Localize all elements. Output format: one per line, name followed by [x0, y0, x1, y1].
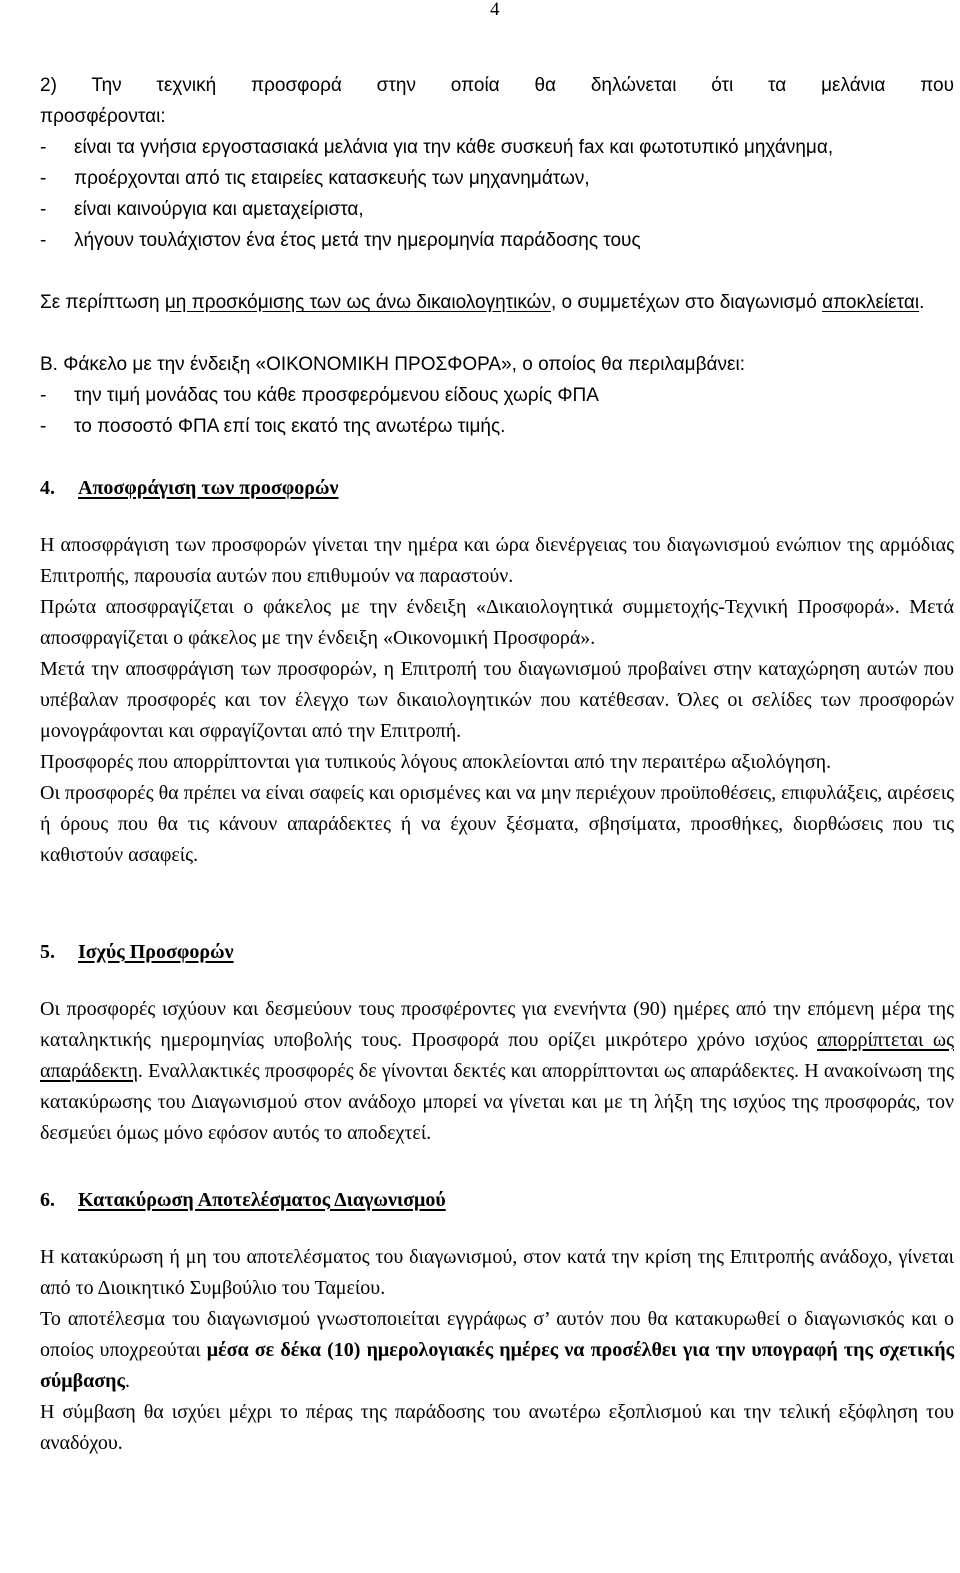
- paragraph-text: Οι προσφορές ισχύουν και δεσμεύουν τους προσφέροντες για ενενήντα (90) ημέρες από την επόμενη μέρα της καταληκτικής ημερομηνίας υποβολής τους. Προσφορά που ορίζει μικρότερο χρόνο ισχύος: [40, 998, 954, 1051]
- dash-marker: -: [40, 230, 47, 251]
- list-item-text: προέρχονται από τις εταιρείες κατασκευής των μηχανημάτων,: [74, 168, 590, 189]
- paragraph: Πρώτα αποσφραγίζεται ο φάκελος με την ένδειξη «Δικαιολογητικά συμμετοχής-Τεχνική Προσφορά». Μετά αποσφραγίζεται ο φάκελος με την ένδειξη «Οικονομική Προσφορά».: [40, 596, 954, 649]
- section-number: 6.: [40, 1189, 55, 1211]
- section-title: Κατακύρωση Αποτελέσματος Διαγωνισμού: [78, 1189, 446, 1211]
- exclusion-underlined: αποκλείεται: [822, 292, 920, 313]
- paragraph: Προσφορές που απορρίπτονται για τυπικούς λόγους αποκλείονται από την περαιτέρω αξιολόγηση.: [40, 751, 832, 773]
- technical-offer-intro-line2: προσφέρονται:: [40, 106, 166, 127]
- paragraph-text: .: [124, 1370, 130, 1392]
- dash-marker: -: [40, 199, 47, 220]
- list-item-text: το ποσοστό ΦΠΑ επί τοις εκατό της ανωτέρω τιμής.: [74, 416, 506, 437]
- list-item-text: είναι τα γνήσια εργοστασιακά μελάνια για την κάθε συσκευή fax και φωτοτυπικό μηχάνημα,: [74, 137, 834, 158]
- exclusion-text: , ο συμμετέχων στο διαγωνισμό: [550, 292, 823, 313]
- section-number: 4.: [40, 477, 55, 499]
- list-item: [40, 380, 954, 411]
- section-number: 5.: [40, 941, 55, 963]
- section-body: [40, 530, 954, 871]
- financial-offer-intro: Β. Φάκελο με την ένδειξη «ΟΙΚΟΝΟΜΙΚΗ ΠΡΟΣΦΟΡΑ», ο οποίος θα περιλαμβάνει:: [40, 354, 745, 375]
- exclusion-underlined: μη προσκόμισης των ως άνω δικαιολογητικών: [164, 292, 551, 313]
- dash-marker: -: [40, 385, 47, 406]
- section-heading: [0, 937, 954, 968]
- section-title: Ισχύς Προσφορών: [78, 941, 234, 963]
- paragraph: [40, 994, 954, 1149]
- section-4: [40, 473, 954, 871]
- exclusion-text: .: [919, 292, 925, 313]
- list-item: [40, 225, 954, 256]
- exclusion-text: Σε περίπτωση: [40, 292, 165, 313]
- section-5: [40, 937, 954, 1149]
- exclusion-note: [40, 287, 954, 318]
- paragraph: Η σύμβαση θα ισχύει μέχρι το πέρας της παράδοσης του ανωτέρω εξοπλισμού και την τελική εξόφληση του αναδόχου.: [40, 1401, 954, 1454]
- paragraph-underlined: απορρίπτεται ως απαράδεκτη: [40, 1029, 954, 1082]
- list-item-text: είναι καινούργια και αμεταχείριστα,: [74, 199, 364, 220]
- list-item: [40, 411, 954, 442]
- list-item: [40, 132, 954, 163]
- section-heading: [0, 1185, 954, 1216]
- section-title: Αποσφράγιση των προσφορών: [78, 477, 339, 499]
- paragraph-text: Το αποτέλεσμα του διαγωνισμού γνωστοποιείται εγγράφως σ’ αυτόν που θα κατακυρωθεί ο διαγωνισκός και ο οποίος υποχρεούται: [40, 1308, 954, 1361]
- financial-offer-block: [40, 349, 954, 442]
- dash-marker: -: [40, 168, 47, 189]
- dash-marker: -: [40, 416, 47, 437]
- paragraph: Οι προσφορές θα πρέπει να είναι σαφείς και ορισμένες και να μην περιέχουν προϋποθέσεις, επιφυλάξεις, αιρέσεις ή όρους που θα τις κάνουν απαράδεκτες ή να έχουν ξέσματα, σβησίματα, προσθήκες, διορθώσεις που τις καθιστούν ασαφείς.: [40, 782, 954, 866]
- list-item: [40, 163, 954, 194]
- paragraph: [40, 1304, 954, 1397]
- paragraph-bold: μέσα σε δέκα (10) ημερολογιακές ημέρες να προσέλθει για την υπογραφή της σχετικής σύμβασης: [40, 1339, 955, 1392]
- paragraph-text: . Εναλλακτικές προσφορές δε γίνονται δεκτές και απορρίπτονται ως απαράδεκτες. Η ανακοίνωση της κατακύρωσης του Διαγωνισμού στον ανάδοχο μπορεί να γίνεται και με τη λήξη της ισχύος της προσφοράς, τον δεσμεύει όμως μόνο εφόσον αυτός το αποδεχτεί.: [40, 1060, 954, 1144]
- technical-offer-block: [40, 70, 954, 318]
- section-6: [40, 1185, 954, 1459]
- dash-marker: -: [40, 137, 47, 158]
- paragraph: Η αποσφράγιση των προσφορών γίνεται την ημέρα και ώρα διενέργειας του διαγωνισμού ενώπιον της αρμόδιας Επιτροπής, παρουσία αυτών που επιθυμούν να παραστούν.: [40, 534, 954, 587]
- page-number: 4: [490, 0, 500, 20]
- section-heading: [40, 473, 954, 504]
- paragraph: Μετά την αποσφράγιση των προσφορών, η Επιτροπή του διαγωνισμού προβαίνει στην καταχώρηση αυτών που υπέβαλαν προσφορές και τον έλεγχο των δικαιολογητικών που κατέθεσαν. Όλες οι σελίδες των προσφορών μονογράφονται και σφραγίζονται από την Επιτροπή.: [40, 658, 954, 742]
- technical-offer-intro-line1: 2) Την τεχνική προσφορά στην οποία θα δηλώνεται ότι τα μελάνια που: [40, 75, 954, 96]
- list-item-text: λήγουν τουλάχιστον ένα έτος μετά την ημερομηνία παράδοσης τους: [74, 230, 641, 251]
- list-item: [40, 194, 954, 225]
- list-item-text: την τιμή μονάδας του κάθε προσφερόμενου είδους χωρίς ΦΠΑ: [74, 385, 599, 406]
- document-body: [40, 70, 954, 1459]
- paragraph: Η κατακύρωση ή μη του αποτελέσματος του διαγωνισμού, στον κατά την κρίση της Επιτροπής ανάδοχο, γίνεται από το Διοικητικό Συμβούλιο του Ταμείου.: [40, 1246, 954, 1299]
